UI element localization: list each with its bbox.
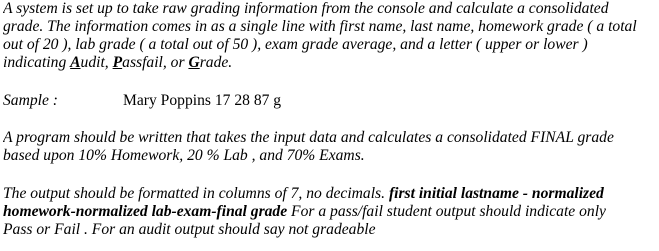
para1-line2-text: grade. The information comes in as a single line with first name, last name, homework grade ( a total (3, 18, 637, 35)
para1-line1-text: A system is set up to take raw grading information from the console and calculate a consolidated (3, 0, 609, 17)
passfail-key-letter: P (112, 54, 123, 71)
para3-line1 (3, 185, 604, 203)
para2-line1 (3, 129, 614, 147)
sample-label: Sample : (3, 92, 58, 109)
grade-rest-text: rade. (199, 54, 233, 71)
para3-line2 (3, 203, 606, 221)
audit-key-letter: A (70, 54, 81, 71)
para1-line3-text: out of 20 ), lab grade ( a total out of 50 ), exam grade average, and a letter ( upper or lower ) (3, 36, 588, 53)
passfail-rest-text: assfail, or (122, 54, 189, 71)
para3-line3-text: Pass or Fail . For an audit output should say not gradeable (3, 221, 376, 238)
audit-rest-text: udit, (80, 54, 113, 71)
para1-line3 (3, 36, 588, 54)
para1-line1 (3, 0, 609, 18)
para3-line1-text: The output should be formatted in columns of 7, no decimals. (3, 185, 389, 202)
format-spec-part1: first initial lastname - normalized (388, 185, 604, 202)
grade-key-letter: G (188, 54, 200, 71)
sample-value: Mary Poppins 17 28 87 g (123, 92, 282, 109)
para2-line2-text: based upon 10% Homework, 20 % Lab , and 70% Exams. (3, 147, 365, 164)
para1-line2 (3, 18, 637, 36)
indicating-text: indicating (3, 54, 71, 71)
sample-line (3, 92, 643, 110)
para3-line2-text: For a pass/fail student output should indicate only (287, 203, 606, 220)
document-page (3, 0, 659, 251)
format-spec-part2: homework-normalized lab-exam-final grade (3, 203, 288, 220)
para1-line4 (3, 54, 232, 72)
para3-line3 (3, 221, 376, 239)
para2-line2 (3, 147, 365, 165)
para2-line1-text: A program should be written that takes the input data and calculates a consolidated FINAL grade (3, 129, 614, 146)
